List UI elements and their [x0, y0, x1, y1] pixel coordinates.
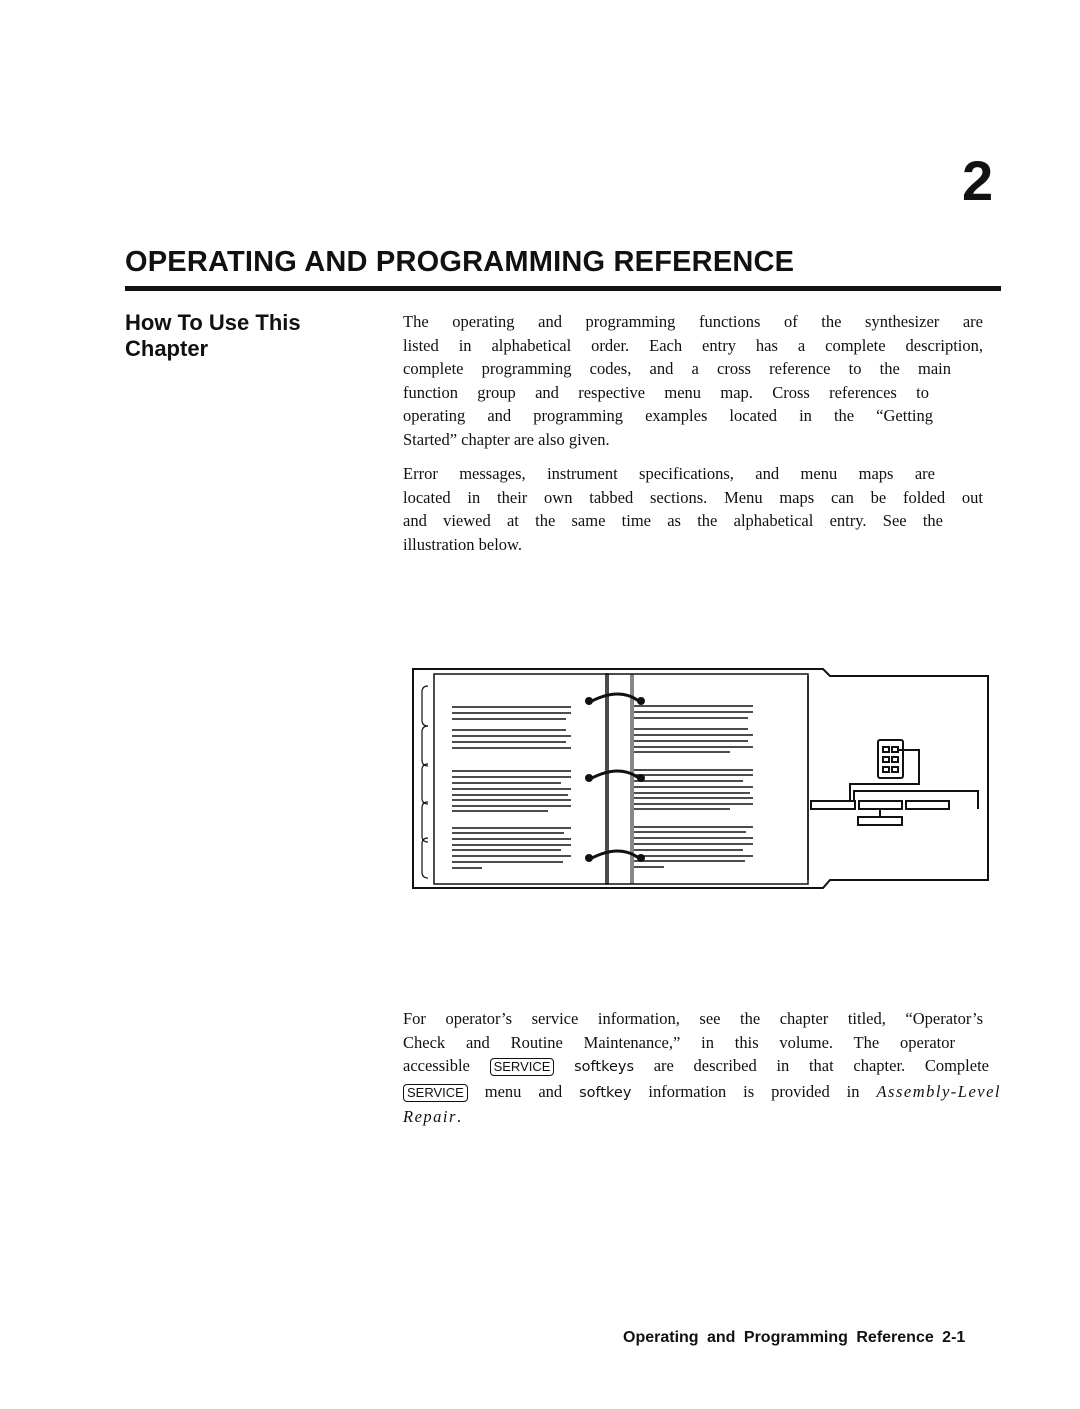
service-key-icon: SERVICE — [490, 1058, 555, 1076]
text-line: Error messages, instrument specifications, and menu maps are — [403, 464, 935, 483]
text-line: listed in alphabetical order. Each entry has a complete description, — [403, 335, 983, 355]
page-footer: Operating and Programming Reference 2-1 — [623, 1329, 966, 1346]
section-heading-line: Chapter — [125, 336, 209, 361]
paragraph-service — [403, 1007, 1001, 1129]
text: information is provided in — [648, 1081, 860, 1101]
book-title: Assembly-Level — [876, 1081, 1001, 1101]
text-line — [403, 1054, 989, 1080]
text-line — [403, 1080, 1001, 1106]
softkey-text: softkey — [579, 1084, 632, 1101]
text-line: operating and programming examples located in the “Getting — [403, 406, 933, 426]
text-line: function group and respective menu map. Cross references to — [403, 382, 929, 402]
softkeys-text: softkeys — [574, 1059, 635, 1076]
text-line — [403, 1105, 983, 1129]
text: accessible — [403, 1056, 470, 1076]
text-line: located in their own tabbed sections. Menu maps can be folded out — [403, 487, 983, 507]
binder-illustration — [408, 664, 993, 890]
text-line: complete programming codes, and a cross reference to the main — [403, 359, 951, 379]
text-line: Started” chapter are also given. — [403, 429, 610, 449]
text-line: Check and Routine Maintenance,” in this volume. The operator — [403, 1032, 955, 1052]
text-line: For operator’s service information, see the chapter titled, “Operator’s — [403, 1009, 983, 1028]
text-line: The operating and programming functions of the synthesizer are — [403, 312, 983, 331]
text: menu and — [484, 1081, 563, 1101]
section-heading-line: How To Use This — [125, 310, 301, 335]
paragraph-intro — [403, 310, 983, 452]
chapter-title: OPERATING AND PROGRAMMING REFERENCE — [125, 246, 795, 278]
text-line: and viewed at the same time as the alphabetical entry. See the — [403, 511, 943, 531]
chapter-number: 2 — [962, 149, 994, 212]
paragraph-sections — [403, 462, 983, 556]
text: are described in that chapter. Complete — [653, 1056, 989, 1076]
text-line: illustration below. — [403, 534, 522, 554]
text: . — [456, 1107, 462, 1127]
service-key-icon: SERVICE — [403, 1084, 468, 1102]
section-heading — [125, 310, 301, 362]
title-rule — [125, 286, 1001, 291]
book-title: Repair — [403, 1107, 457, 1127]
